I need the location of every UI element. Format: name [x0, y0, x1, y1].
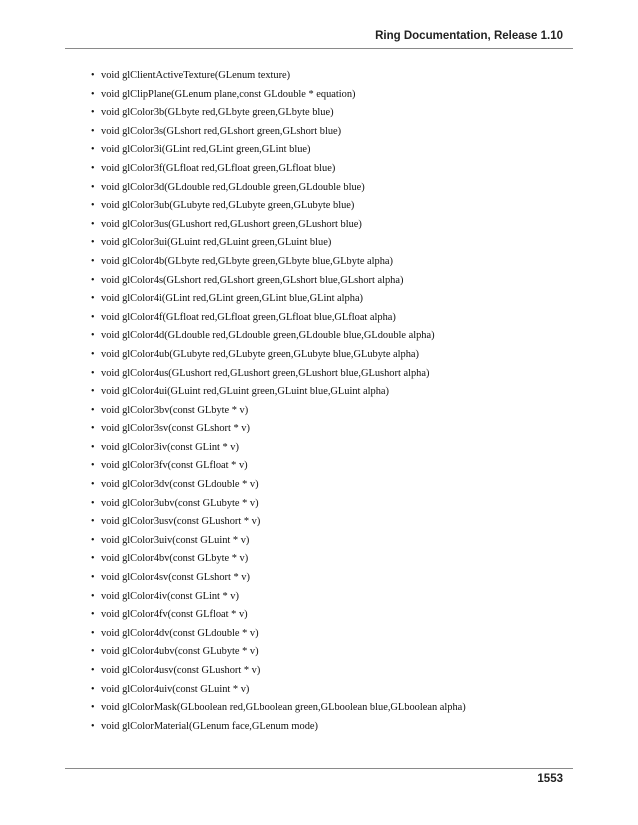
- bullet-icon: •: [91, 423, 95, 435]
- bullet-icon: •: [91, 553, 95, 565]
- list-item: [91, 86, 466, 105]
- bullet-icon: •: [91, 386, 95, 398]
- function-signature: void glColor3i(GLint red,GLint green,GLint blue): [101, 144, 311, 156]
- list-item: [91, 476, 466, 495]
- footer-divider: [65, 768, 573, 769]
- function-signature: void glColor4fv(const GLfloat * v): [101, 609, 248, 621]
- function-signature: void glColor4d(GLdouble red,GLdouble green,GLdouble blue,GLdouble alpha): [101, 330, 435, 342]
- function-signature: void glColor3f(GLfloat red,GLfloat green,GLfloat blue): [101, 162, 336, 174]
- list-item: [91, 365, 466, 384]
- bullet-icon: •: [91, 367, 95, 379]
- function-signature: void glColor3ui(GLuint red,GLuint green,GLuint blue): [101, 237, 332, 249]
- bullet-icon: •: [91, 218, 95, 230]
- list-item: [91, 327, 466, 346]
- bullet-icon: •: [91, 609, 95, 621]
- bullet-icon: •: [91, 330, 95, 342]
- bullet-icon: •: [91, 497, 95, 509]
- function-signature: void glColor3bv(const GLbyte * v): [101, 404, 249, 416]
- function-signature: void glColor3s(GLshort red,GLshort green,GLshort blue): [101, 125, 342, 137]
- page-number: 1553: [537, 773, 563, 785]
- bullet-icon: •: [91, 162, 95, 174]
- bullet-icon: •: [91, 237, 95, 249]
- function-signature: void glColor4ub(GLubyte red,GLubyte green,GLubyte blue,GLubyte alpha): [101, 348, 419, 360]
- function-signature: void glColor3b(GLbyte red,GLbyte green,GLbyte blue): [101, 107, 334, 119]
- list-item: [91, 643, 466, 662]
- list-item: [91, 383, 466, 402]
- list-item: [91, 606, 466, 625]
- list-item: [91, 346, 466, 365]
- function-signature: void glColor4iv(const GLint * v): [101, 590, 239, 602]
- function-signature: void glColor3fv(const GLfloat * v): [101, 460, 248, 472]
- function-signature: void glColor3uiv(const GLuint * v): [101, 534, 250, 546]
- bullet-icon: •: [91, 70, 95, 81]
- function-signature: void glColor3sv(const GLshort * v): [101, 423, 250, 435]
- function-signature: void glColor3d(GLdouble red,GLdouble green,GLdouble blue): [101, 181, 365, 193]
- list-item: [91, 681, 466, 700]
- function-list: [91, 67, 466, 736]
- list-item: [91, 290, 466, 309]
- list-item: [91, 104, 466, 123]
- page-header-title: Ring Documentation, Release 1.10: [375, 30, 563, 42]
- list-item: [91, 588, 466, 607]
- function-signature: void glColor3ubv(const GLubyte * v): [101, 497, 259, 509]
- bullet-icon: •: [91, 590, 95, 602]
- list-item: [91, 160, 466, 179]
- bullet-icon: •: [91, 107, 95, 119]
- bullet-icon: •: [91, 534, 95, 546]
- list-item: [91, 123, 466, 142]
- function-signature: void glColor4i(GLint red,GLint green,GLint blue,GLint alpha): [101, 293, 364, 305]
- function-signature: void glColor4ui(GLuint red,GLuint green,GLuint blue,GLuint alpha): [101, 386, 389, 398]
- list-item: [91, 67, 466, 86]
- bullet-icon: •: [91, 311, 95, 323]
- bullet-icon: •: [91, 200, 95, 212]
- bullet-icon: •: [91, 720, 95, 732]
- bullet-icon: •: [91, 293, 95, 305]
- function-signature: void glColorMask(GLboolean red,GLboolean green,GLboolean blue,GLboolean alpha): [101, 702, 466, 714]
- bullet-icon: •: [91, 665, 95, 676]
- bullet-icon: •: [91, 479, 95, 491]
- list-item: [91, 402, 466, 421]
- function-signature: void glColor4bv(const GLbyte * v): [101, 553, 249, 565]
- function-signature: void glClientActiveTexture(GLenum texture): [101, 70, 291, 81]
- list-item: [91, 495, 466, 514]
- function-signature: void glClipPlane(GLenum plane,const GLdouble * equation): [101, 88, 356, 100]
- list-item: [91, 216, 466, 235]
- function-signature: void glColor4uiv(const GLuint * v): [101, 683, 250, 695]
- list-item: [91, 309, 466, 328]
- bullet-icon: •: [91, 572, 95, 584]
- bullet-icon: •: [91, 460, 95, 472]
- bullet-icon: •: [91, 181, 95, 193]
- function-signature: void glColor3us(GLushort red,GLushort green,GLushort blue): [101, 218, 362, 230]
- function-signature: void glColor4b(GLbyte red,GLbyte green,GLbyte blue,GLbyte alpha): [101, 255, 394, 267]
- function-signature: void glColor4ubv(const GLubyte * v): [101, 646, 259, 658]
- bullet-icon: •: [91, 404, 95, 416]
- list-item: [91, 532, 466, 551]
- function-signature: void glColor3iv(const GLint * v): [101, 441, 239, 453]
- list-item: [91, 197, 466, 216]
- list-item: [91, 253, 466, 272]
- function-signature: void glColor3ub(GLubyte red,GLubyte green,GLubyte blue): [101, 200, 355, 212]
- bullet-icon: •: [91, 125, 95, 137]
- bullet-icon: •: [91, 255, 95, 267]
- function-signature: void glColor4usv(const GLushort * v): [101, 665, 261, 676]
- list-item: [91, 457, 466, 476]
- bullet-icon: •: [91, 646, 95, 658]
- list-item: [91, 141, 466, 160]
- bullet-icon: •: [91, 683, 95, 695]
- bullet-icon: •: [91, 348, 95, 360]
- bullet-icon: •: [91, 274, 95, 286]
- list-item: [91, 234, 466, 253]
- list-item: [91, 420, 466, 439]
- function-signature: void glColor4dv(const GLdouble * v): [101, 627, 259, 639]
- bullet-icon: •: [91, 516, 95, 528]
- list-item: [91, 569, 466, 588]
- header-divider: [65, 48, 573, 49]
- list-item: [91, 272, 466, 291]
- list-item: [91, 662, 466, 681]
- function-signature: void glColor4sv(const GLshort * v): [101, 572, 250, 584]
- list-item: [91, 718, 466, 737]
- bullet-icon: •: [91, 88, 95, 100]
- function-signature: void glColorMaterial(GLenum face,GLenum mode): [101, 720, 318, 732]
- function-signature: void glColor4s(GLshort red,GLshort green,GLshort blue,GLshort alpha): [101, 274, 404, 286]
- bullet-icon: •: [91, 702, 95, 714]
- bullet-icon: •: [91, 441, 95, 453]
- function-signature: void glColor4us(GLushort red,GLushort green,GLushort blue,GLushort alpha): [101, 367, 430, 379]
- bullet-icon: •: [91, 627, 95, 639]
- function-signature: void glColor4f(GLfloat red,GLfloat green,GLfloat blue,GLfloat alpha): [101, 311, 396, 323]
- list-item: [91, 179, 466, 198]
- function-signature: void glColor3usv(const GLushort * v): [101, 516, 261, 528]
- list-item: [91, 513, 466, 532]
- list-item: [91, 625, 466, 644]
- list-item: [91, 550, 466, 569]
- bullet-icon: •: [91, 144, 95, 156]
- list-item: [91, 439, 466, 458]
- function-signature: void glColor3dv(const GLdouble * v): [101, 479, 259, 491]
- list-item: [91, 699, 466, 718]
